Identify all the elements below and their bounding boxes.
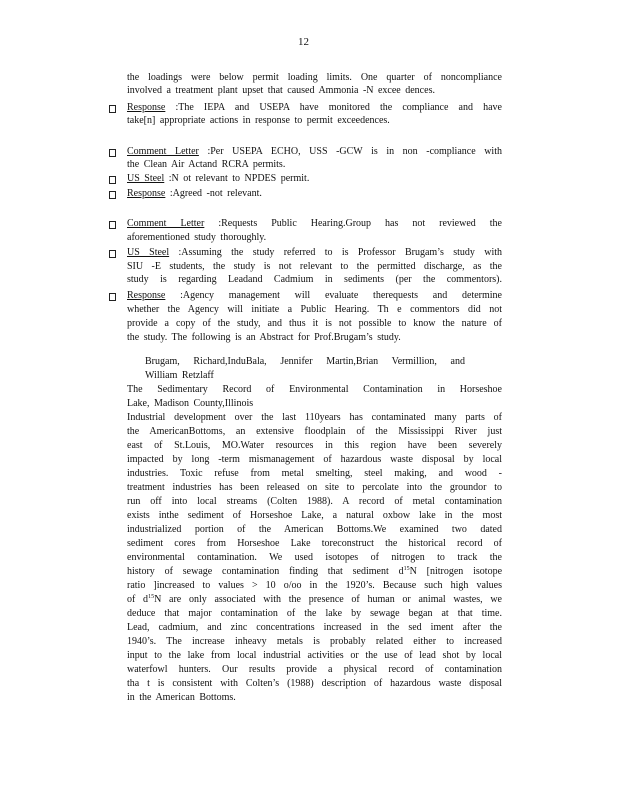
abstract-title-line: Lake, Madison County,Illinois — [127, 398, 254, 409]
bullet-icon — [108, 173, 118, 185]
abstract-line: in the American Bottoms. — [127, 692, 236, 703]
text-line: whether the Agency will initiate a Public Hearing. Th e commentors did not — [127, 304, 502, 315]
text-line: aforementioned study thoroughly. — [127, 232, 267, 243]
abstract-line: input to the lake from local industrial activities or the use of lead shot by local — [127, 650, 502, 661]
abstract-line: the AmericanBottoms, an extensive floodplain of the Mississippi River just — [127, 426, 502, 437]
abstract-line: sediment cores from Horseshoe Lake toreconstruct the historical record of — [127, 538, 502, 549]
bullet-icon — [108, 218, 118, 230]
abstract-line: impacted by long -term mismanagement of hazardous waste disposal by local — [127, 454, 502, 465]
abstract-line: treatment industries has been released on site to percolate into the groundor to — [127, 482, 502, 493]
response-line: Response :Agreed -not relevant. — [127, 188, 262, 199]
page-number: 12 — [298, 36, 309, 48]
abstract-title-line: The Sedimentary Record of Environmental Contamination in Horseshoe — [127, 384, 502, 395]
bullet-icon — [108, 188, 118, 200]
bullet-icon — [108, 102, 118, 114]
abstract-line: exists inthe sediment of Horseshoe Lake, a natural oxbow lake in the most — [127, 510, 502, 521]
abstract-line: run off into local streams (Colten 1988). A record of metal contamination — [127, 496, 502, 507]
text-line: SIU -E students, the study is not relevant to the permitted discharge, as the — [127, 261, 502, 272]
authors-line: Brugam, Richard,InduBala, Jennifer Martin,Brian Vermillion, and — [145, 356, 465, 367]
abstract-line: ratio ]increased to values > 10 o/oo in the 1920’s. Because such high values — [127, 580, 502, 591]
text-line: take[n] appropriate actions in response to permit exceedences. — [127, 115, 390, 126]
us-steel-line: US Steel :Assuming the study referred to is Professor Brugam’s study with — [127, 247, 502, 258]
text-line: provide a copy of the study, and thus it is not possible to know the nature of — [127, 318, 502, 329]
text-line: the study. The following is an Abstract for Prof.Brugam’s study. — [127, 332, 401, 343]
text-line: study is regarding Leadand Cadmium in sediments (per the commentors). — [127, 274, 502, 285]
abstract-line: industrialized portion of the American Bottoms.We examined two dated — [127, 524, 502, 535]
response-line: Response :The IEPA and USEPA have monitored the compliance and have — [127, 102, 502, 113]
abstract-line: history of sewage contamination finding that sediment $d^{15}N$ [nitrogen isotope — [127, 566, 503, 577]
abstract-line: 1940’s. The increase inheavy metals is probably related either to increased — [127, 636, 502, 647]
abstract-line: Industrial development over the last 110years has contaminated many parts of — [127, 412, 502, 423]
text-line: involved a treatment plant upset that caused Ammonia -N excee dences. — [127, 85, 435, 96]
bullet-icon — [108, 247, 118, 259]
abstract-line: Lead, cadmium, and zinc concentrations increased in the sed iment after the — [127, 622, 502, 633]
abstract-line: environmental contamination. We used isotopes of nitrogen to track the — [127, 552, 502, 563]
abstract-line: waterfowl hunters. Our results provide a physical record of contamination — [127, 664, 502, 675]
response-line: Response :Agency management will evaluate therequests and determine — [127, 290, 502, 301]
authors-line: William Retzlaff — [145, 370, 214, 381]
abstract-line: industries. Toxic refuse from metal smelting, steel making, and wood - — [127, 468, 502, 479]
abstract-line: deduce that major contamination of the lake by sewage began at that time. — [127, 608, 502, 619]
bullet-icon — [108, 290, 118, 302]
comment-letter-line: Comment Letter :Per USEPA ECHO, USS -GCW is in non -compliance with — [127, 146, 502, 157]
text-line: the Clean Air Actand RCRA permits. — [127, 159, 286, 170]
text-line: the loadings were below permit loading limits. One quarter of noncompliance — [127, 72, 502, 83]
abstract-line: tha t is consistent with Colten’s (1988) description of hazardous waste disposal — [127, 678, 502, 689]
abstract-line: east of St.Louis, MO.Water resources in this region have been severely — [127, 440, 502, 451]
abstract-line: of $d^{15}N$ are only associated with the presence of human or animal wastes, we — [127, 594, 502, 605]
us-steel-line: US Steel :N ot relevant to NPDES permit. — [127, 173, 310, 184]
comment-letter-line: Comment Letter :Requests Public Hearing.Group has not reviewed the — [127, 218, 502, 229]
bullet-icon — [108, 146, 118, 158]
